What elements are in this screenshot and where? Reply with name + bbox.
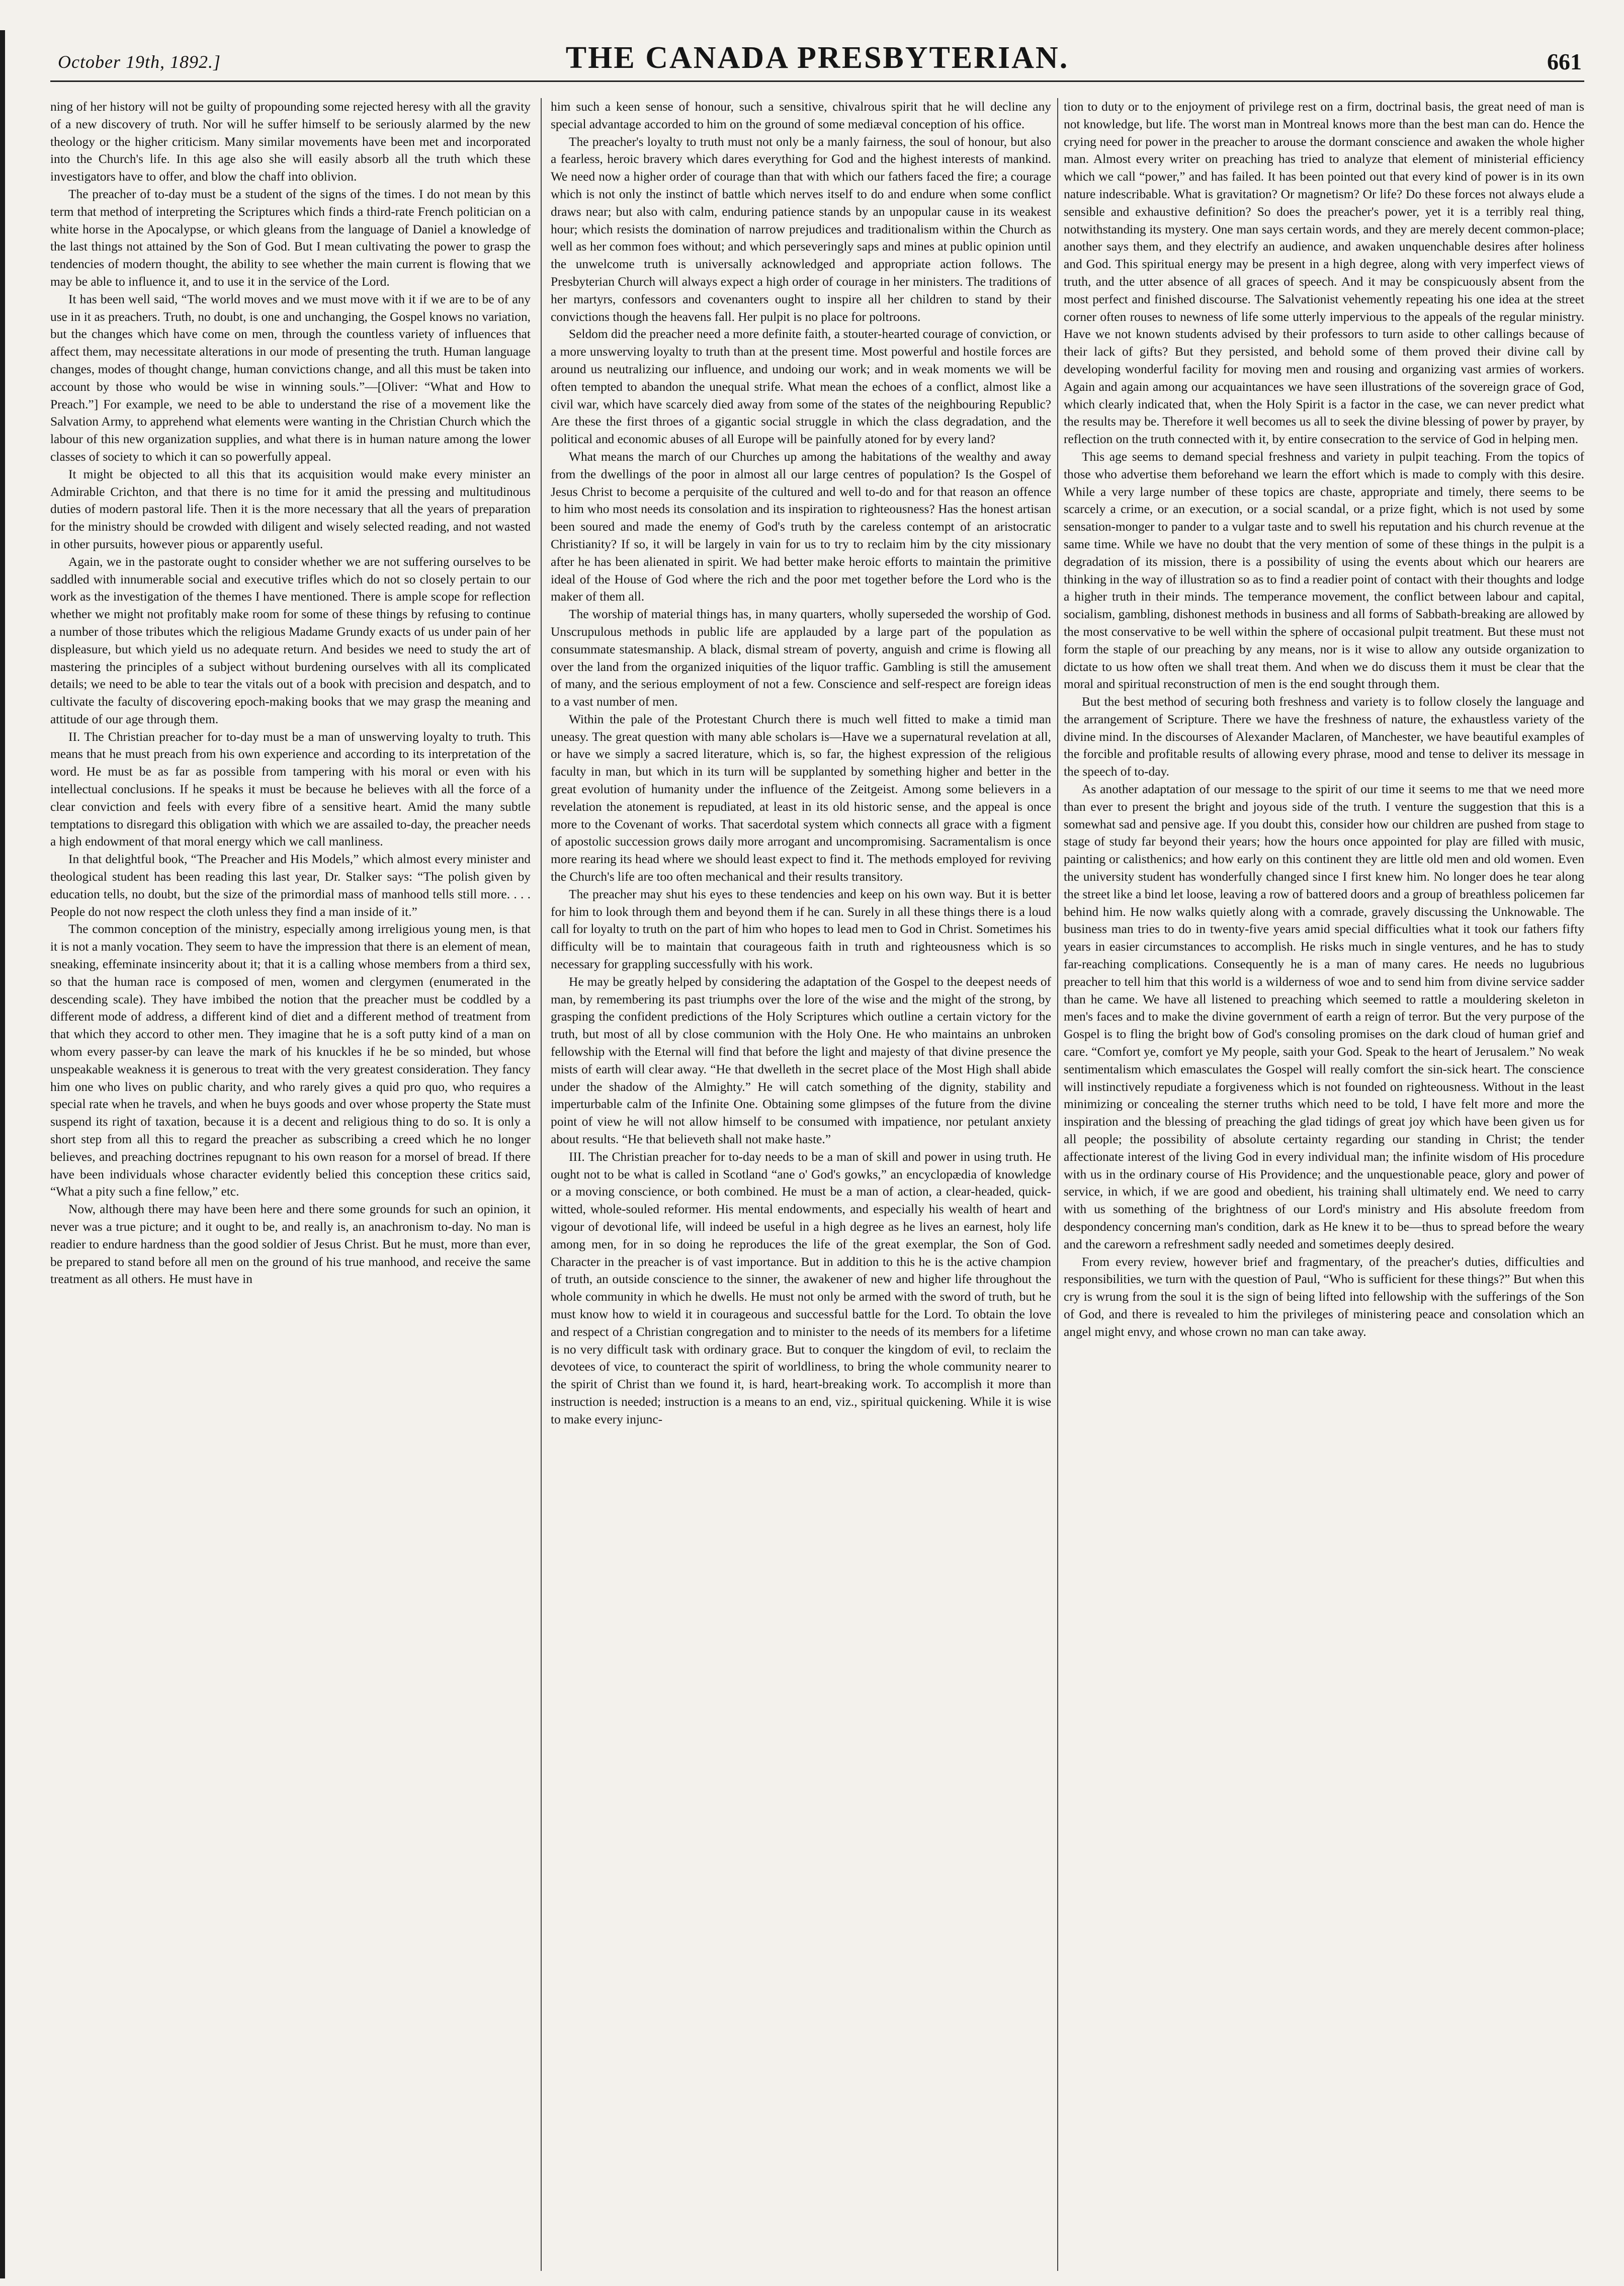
masthead-title: THE CANADA PRESBYTERIAN. [565,41,1069,75]
paragraph: As another adaptation of our message to the spirit of our time it seems to me that we need more than ever to present the bright and joyous side of the truth. I venture the suggestion that this is a somewhat sad and pensive age. If you doubt this, consider how our children are pushed from stage to stage of study far beyond their years; how the hours once appointed for play are filled with music, painting or calisthenics; and how early on this continent they are little old men and old women. Even the university student has wonderfully changed since I first knew him. No longer does he tear along the street like a bind let loose, leaving a row of battered doors and a group of breathless policemen far behind him. He now walks quietly along with a comrade, gravely discussing the Unknowable. The business man tries to do in twenty-five years amid special difficulties what it took our fathers fifty years in easier circumstances to accomplish. He risks much in single ventures, and he has to study far-reaching complications. Consequently he is a man of many cares. He needs no lugubrious preacher to tell him that this world is a wilderness of woe and to send him from divine service sadder than he came. We have all listened to preaching which seemed to rattle a mouldering skeleton in men's faces and to make the divine government of earth a reign of terror. But the very purpose of the Gospel is to fling the bright bow of God's consoling promises on the dark cloud of human grief and care. “Comfort ye, comfort ye My people, saith your God. Speak to the heart of Jerusalem.” No weak sentimentalism which emasculates the Gospel will really comfort the sin-sick heart. The conscience will instinctively repudiate a forgiveness which is not founded on righteousness. Without in the least minimizing or concealing the sterner truths which need to be told, I have felt more and more the inspiration and the blessing of preaching the glad tidings of great joy which have been given us for all people; the possibility of absolute certainty regarding our standing in Christ; the tender affectionate interest of the living God in every individual man; the infinite wisdom of His procedure with us in the ordinary course of His Providence; and the unquestionable peace, glory and power of service, in which, if we are good and obedient, his training shall ultimately end. We need to carry with us something of the brightness of our Lord's ministry and His absolute freedom from despondency concerning man's condition, dark as He knew it to be—thus to spread before the weary and the careworn a refreshment sadly needed and sometimes deeply desired. [1064,782,1584,1251]
paragraph: What means the march of our Churches up among the habitations of the wealthy and away from the dwellings of the poor in almost all our large centres of population? Is the Gospel of Jesus Christ to become a perquisite of the cultured and well to-do and for that reason an offence to him who most needs its consolation and its inspiration to righteousness? Has the honest artisan been soured and made the enemy of God's truth by the careless contempt of an aristocratic Christianity? If so, it will be largely in vain for us to try to reclaim him by the city missionary after he has been alienated in spirit. We had better make heroic efforts to maintain the primitive ideal of the House of God where the rich and the poor met together before the Lord who is the maker of them all. [551,449,1051,604]
paragraph: II. The Christian preacher for to-day must be a man of unswerving loyalty to truth. This means that he must preach from his own experience and according to its interpretation of the word. He must be as far as possible from tampering with his moral or even with his intellectual conclusions. If he speaks it must be because he believes with all the force of a clear conviction and feels with every fibre of a sensitive heart. Amid the many subtle temptations to disregard this obligation with which we are assailed to-day, the preacher needs a high endowment of that moral energy which we call manliness. [50,729,531,849]
paragraph: him such a keen sense of honour, such a sensitive, chivalrous spirit that he will decline any special advantage accorded to him on the ground of some mediæval conception of his office. [551,100,1051,131]
paragraph: This age seems to demand special freshness and variety in pulpit teaching. From the topics of those who advertise them beforehand we learn the effort which is made to comply with this desire. While a very large number of these topics are chaste, appropriate and timely, there seems to be scarcely a crime, or an execution, or a social scandal, or a prize fight, which is not used by some sensation-monger to pander to a vulgar taste and to swell his reputation and his church revenue at the same time. While we have no doubt that the very mention of some of these things in the pulpit is a degradation of its mission, there is a possibility of using the events about which our hearers are thinking in the way of illustration so as to find a readier point of contact with their thoughts and lodge a higher truth in their minds. The temperance movement, the conflict between labour and capital, socialism, gambling, dishonest methods in business and all forms of Sabbath-breaking are allowed by the most conservative to be well within the sphere of occasional pulpit treatment. But these must not form the staple of our preaching by any means, nor is it wise to allow any outside organization to dictate to us how often we shall treat them. And when we do discuss them it must be clear that the moral and spiritual reconstruction of men is the end sought through them. [1064,449,1584,692]
paragraph: In that delightful book, “The Preacher and His Models,” which almost every minister and theological student has been reading this last year, Dr. Stalker says: “The polish given by education tells, no doubt, but the size of the primordial mass of manhood tells still more. . . . People do not now respect the cloth unless they find a man inside of it.” [50,852,531,919]
page-header [48,35,1587,75]
paragraph: It has been well said, “The world moves and we must move with it if we are to be of any use in it as preachers. Truth, no doubt, is one and unchanging, the Gospel knows no variation, but the changes which have come on men, through the countless variety of influences that affect them, may necessitate alterations in our mode of presenting the truth. Human language changes, modes of thought change, human convictions change, and all this must be taken into account by those who would be wise in winning souls.”—[Oliver: “What and How to Preach.”] For example, we need to be able to understand the rise of a movement like the Salvation Army, to apprehend what elements were wanting in the Christian Church which the labour of this new organization supplies, and what there is in human nature among the lower classes of society to which it can so powerfully appeal. [50,292,531,464]
binding-edge [0,30,5,2278]
paragraph: But the best method of securing both freshness and variety is to follow closely the language and the arrangement of Scripture. There we have the freshness of nature, the exhaustless variety of the divine mind. In the discourses of Alexander Maclaren, of Manchester, we have beautiful examples of the forcible and profitable results of allowing every phrase, mood and tense to deliver its message in the speech of to-day. [1064,695,1584,779]
header-rule [50,80,1584,82]
paragraph: The preacher of to-day must be a student of the signs of the times. I do not mean by this term that method of interpreting the Scriptures which finds a third-rate French politician on a white horse in the Apocalypse, or which gleans from the language of Daniel a knowledge of the last things not attained by the Son of God. But I mean cultivating the power to grasp the tendencies of modern thought, the ability to see whether the main current is flowing that we may be able to influence it, and to use it in the service of the Lord. [50,187,531,289]
paragraph: He may be greatly helped by considering the adaptation of the Gospel to the deepest needs of man, by remembering its past triumphs over the lore of the wise and the might of the strong, by grasping the confident predictions of the Holy Scriptures which outline a certain victory for the truth, but most of all by close communion with the Holy One. He who maintains an unbroken fellowship with the Eternal will find that before the light and majesty of that divine presence the mists of earth will clear away. “He that dwelleth in the secret place of the Most High shall abide under the shadow of the Almighty.” He will catch something of the dignity, stability and imperturbable calm of the Infinite One. Obtaining some glimpses of the future from the divine point of view he will not allow himself to be consumed with impatience, nor petulant anxiety about results. “He that believeth shall not make haste.” [551,974,1051,1147]
paragraph: It might be objected to all this that its acquisition would make every minister an Admirable Crichton, and that there is no time for it amid the pressing and multitudinous duties of modern pastoral life. Then it is the more necessary that all the years of preparation for the ministry should be crowded with diligent and wisely selected reading, and not wasted in other pursuits, however pious or apparently useful. [50,467,531,551]
page-number: 661 [1547,49,1582,74]
column-divider [541,98,542,2271]
column-divider [1057,98,1058,2271]
text-column-2 [551,98,1051,2271]
paragraph: ning of her history will not be guilty of propounding some rejected heresy with all the gravity of a new discovery of truth. Nor will he suffer himself to be seriously alarmed by the new theology or the higher criticism. Many similar movements have been met and incorporated into the Church's life. In this age also she will easily absorb all the truth which these investigators have to offer, and blow the chaff into oblivion. [50,100,531,184]
paragraph: tion to duty or to the enjoyment of privilege rest on a firm, doctrinal basis, the great need of man is not knowledge, but life. The worst man in Montreal knows more than the best man can do. Hence the crying need for power in the preacher to arouse the dormant conscience and awaken the whole higher man. Almost every writer on preaching has tried to analyze that element of ministerial efficiency which we call “power,” and has failed. It has been pointed out that every kind of power is in its own nature indescribable. What is gravitation? Or magnetism? Or life? Do these forces not always elude a sensible and exhaustive definition? So does the preacher's power, yet it is a terribly real thing, notwithstanding its mystery. One man says certain words, and they are merely decent common-place; another says them, and they electrify an audience, and awaken unquenchable desires after holiness and God. This spiritual energy may be present in a high degree, along with very imperfect views of truth, and the utter absence of all graces of speech. And it may be conspicuously absent from the most perfect and finished discourse. The Salvationist vehemently repeating his one idea at the street corner often rouses to newness of life some utterly impervious to the appeals of the regular ministry. Have we not known students advised by their professors to turn aside to other callings because of their lack of gifts? But they persisted, and behold some of them proved their divine call by developing wonderful facility for moving men and rousing and organizing vast armies of workers. Again and again among our acquaintances we have seen illustrations of the sovereign grace of God, which clearly indicated that, when the Holy Spirit is a factor in the case, we can never predict what the results may be. Therefore it well becomes us all to seek the divine blessing of power by prayer, by reflection on the truth connected with it, by entire consecration to the service of God in helping men. [1064,100,1584,447]
paragraph: The worship of material things has, in many quarters, wholly superseded the worship of God. Unscrupulous methods in public life are applauded by a large part of the population as consummate statesmanship. A black, dismal stream of poverty, anguish and crime is flowing all over the land from the organized iniquities of the liquor traffic. Gambling is still the amusement of many, and the serious employment of not a few. Conscience and self-respect are foreign ideas to a vast number of men. [551,607,1051,709]
paragraph: The common conception of the ministry, especially among irreligious young men, is that it is not a manly vocation. They seem to have the impression that there is an element of mean, sneaking, effeminate insincerity about it; that it is a calling whose members from a third sex, so that the human race is composed of men, women and clergymen (enumerated in the descending scale). They have imbibed the notion that the preacher must be coddled by a different mode of address, a different kind of diet and a different method of treatment from that which they accord to other men. They imagine that he is a soft putty kind of a man on whom every passer-by can leave the mark of his knuckles if he be so minded, but whose unspeakable weakness it is generous to treat with the very greatest consideration. They fancy him one who lives on public charity, and who rarely gives a quid pro quo, who requires a special rate when he travels, and when he buys goods and over whose property the State must suspend its right of taxation, because it is a decent and religious thing to do so. It is only a short step from all this to regard the preacher as subscribing a creed which he no longer believes, and preaching doctrines repugnant to his own reason for a morsel of bread. If there have been individuals whose character evidently belied this conception these critics said, “What a pity such a fine fellow,” etc. [50,922,531,1199]
text-column-1 [50,98,531,2271]
paragraph: Again, we in the pastorate ought to consider whether we are not suffering ourselves to be saddled with innumerable social and executive trifles which do not so closely pertain to our work as the investigation of the themes I have mentioned. There is ample scope for reflection whether we might not profitably make room for some of these things by refusing to continue a number of those tributes which the religious Madame Grundy exacts of us under pain of her displeasure, but which yield us no adequate return. And besides we need to study the art of mastering the principles of a subject without burdening ourselves with all its complicated details; we need to be able to tear the vitals out of a book with precision and despatch, and to cultivate the faculty of discovering epoch-making books that we may grasp the meaning and attitude of our age through them. [50,554,531,726]
paragraph: Now, although there may have been here and there some grounds for such an opinion, it never was a true picture; and it ought to be, and really is, an anachronism to-day. No man is readier to endure hardness than the good soldier of Jesus Christ. But he must, more than ever, be prepared to stand before all men on the ground of his true manhood, and receive the same treatment as all others. He must have in [50,1202,531,1287]
paragraph: The preacher may shut his eyes to these tendencies and keep on his own way. But it is better for him to look through them and beyond them if he can. Surely in all these things there is a loud call for loyalty to truth on the part of him who hopes to lead men to God in Christ. Sometimes his difficulty will be to maintain that courageous faith in truth and righteousness which is so necessary for grappling successfully with his work. [551,887,1051,972]
paragraph: From every review, however brief and fragmentary, of the preacher's duties, difficulties and responsibilities, we turn with the question of Paul, “Who is sufficient for these things?” But when this cry is wrung from the soul it is the sign of being lifted into fellowship with the sufferings of the Son of God, and there is revealed to him the privileges of ministering peace and consolation which an angel might envy, and whose crown no man can take away. [1064,1254,1584,1339]
paragraph: Within the pale of the Protestant Church there is much well fitted to make a timid man uneasy. The great question with many able scholars is—Have we a supernatural revelation at all, or have we simply a sacred literature, which is, so far, the highest expression of the religious faculty in man, but which in its turn will be supplanted by something higher and better in the great evolution of humanity under the influence of the Zeitgeist. Among some believers in a revelation the atonement is repudiated, at least in its old historic sense, and the appeal is once more to the Covenant of works. That sacerdotal system which connects all grace with a figment of apostolic succession grows daily more arrogant and uncompromising. Sacramentalism is once more rearing its head where we should least expect to find it. The methods employed for reviving the Church's life are too often mechanical and their results transitory. [551,712,1051,884]
issue-date: October 19th, 1892.] [58,52,221,72]
paragraph: III. The Christian preacher for to-day needs to be a man of skill and power in using truth. He ought not to be what is called in Scotland “ane o' God's gowks,” an encyclopædia of knowledge or a moving conscience, or both combined. He must be a man of action, a clear-headed, quick-witted, whole-souled reformer. His mental endowments, and especially his wealth of heart and vigour of devotional life, will indeed be useful in a high degree as he lives an earnest, holy life among men, for in so doing he reproduces the life of the great exemplar, the Son of God. Character in the preacher is of vast importance. But in addition to this he is the active champion of truth, an outside conscience to the sinner, the awakener of new and higher life throughout the whole community in which he dwells. He must not only be armed with the sword of truth, but he must know how to wield it in courageous and successful battle for the Lord. To obtain the love and respect of a Christian congregation and to minister to the needs of its members for a lifetime is no very difficult task with ordinary grace. But to conquer the kingdom of evil, to reclaim the devotees of vice, to counteract the spirit of worldliness, to bring the whole community nearer to the spirit of Christ than we found it, is hard, heart-breaking work. To accomplish it more than instruction is needed; instruction is a means to an end, viz., spiritual quickening. While it is wise to make every injunc- [551,1149,1051,1426]
paragraph: The preacher's loyalty to truth must not only be a manly fairness, the soul of honour, but also a fearless, heroic bravery which dares everything for God and the highest interests of mankind. We need now a higher order of courage than that with which our fathers faced the fire; a courage which is not only the instinct of battle which nerves itself to do and endure when some conflict draws near; but also with calm, enduring patience stands by an unpopular cause in its weakest hour; which resists the domination of narrow prejudices and traditionalism within the Church as well as her common foes without; and which perseveringly saps and mines at public opinion until the unwelcome truth is universally acknowledged and appropriate action follows. The Presbyterian Church will always expect a high order of courage in her ministers. The traditions of her martyrs, confessors and covenanters ought to inspire all her children to stand by their convictions though the heavens fall. Her pulpit is no place for poltroons. [551,134,1051,324]
paragraph: Seldom did the preacher need a more definite faith, a stouter-hearted courage of conviction, or a more unswerving loyalty to truth than at the present time. Most powerful and hostile forces are around us neutralizing our influence, and undoing our work; and in weak moments we will be often tempted to abandon the unequal strife. What mean the echoes of a conflict, almost like a civil war, which have scarcely died away from some of the states of the neighbouring Republic? Are these the first throes of a gigantic social struggle in which the class degradation, and the political and economic abuses of all Europe will be painfully atoned for by every land? [551,327,1051,447]
text-column-3 [1064,98,1584,2271]
